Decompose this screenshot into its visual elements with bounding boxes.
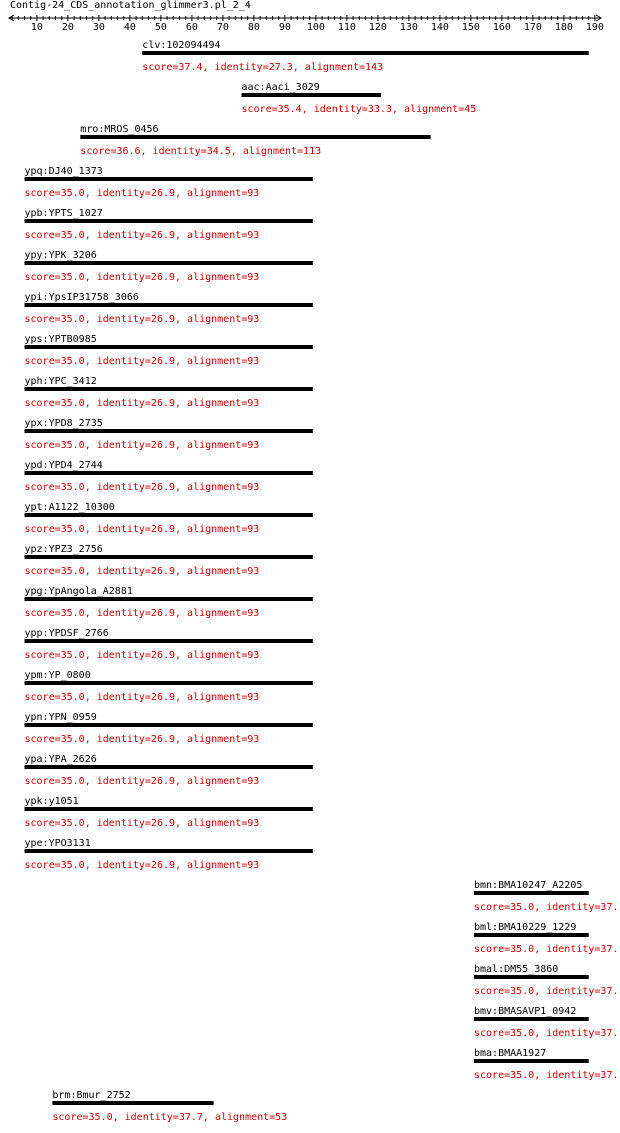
hit-label: ypk:y1051 bbox=[24, 796, 79, 807]
hit-label: ype:YPO3131 bbox=[24, 838, 91, 849]
hit-score: score=35.0, identity=26.9, alignment=93 bbox=[24, 314, 260, 325]
ruler-tick-label: 20 bbox=[61, 22, 74, 33]
hit-score: score=35.0, identity=37.7, alignment=53 bbox=[52, 1112, 288, 1123]
hit-score: score=35.0, identity=37. bbox=[474, 1070, 619, 1081]
hit-label: bmv:BMASAVP1_0942 bbox=[474, 1006, 577, 1017]
hit-bar bbox=[25, 345, 313, 349]
hit-bar bbox=[25, 513, 313, 517]
ruler-tick-label: 40 bbox=[123, 22, 136, 33]
hit-score: score=35.4, identity=33.3, alignment=45 bbox=[241, 104, 477, 115]
hit-bar bbox=[25, 471, 313, 475]
hit-score: score=35.0, identity=37. bbox=[474, 986, 619, 997]
hit-bar bbox=[25, 219, 313, 223]
hit-bar bbox=[25, 765, 313, 769]
hit-bar bbox=[25, 177, 313, 181]
hit-score: score=37.4, identity=27.3, alignment=143 bbox=[142, 62, 384, 73]
hit-bar bbox=[474, 1017, 589, 1021]
hit-score: score=35.0, identity=26.9, alignment=93 bbox=[24, 818, 260, 829]
hit-score: score=35.0, identity=26.9, alignment=93 bbox=[24, 398, 260, 409]
diagram-title: Contig-24_CDS_annotation_glimmer3.pl_2_4 bbox=[10, 0, 251, 11]
hit-label: aac:Aaci_3029 bbox=[241, 82, 320, 93]
hit-score: score=36.6, identity=34.5, alignment=113 bbox=[80, 146, 322, 157]
ruler-tick-label: 30 bbox=[92, 22, 105, 33]
ruler-tick-label: 100 bbox=[306, 22, 325, 33]
hit-bar bbox=[52, 1101, 213, 1105]
hit-label: ypx:YPD8_2735 bbox=[24, 418, 103, 429]
hit-score: score=35.0, identity=26.9, alignment=93 bbox=[24, 650, 260, 661]
hit-bar bbox=[242, 93, 382, 97]
hit-label: ypa:YPA_2626 bbox=[24, 754, 97, 765]
hit-score: score=35.0, identity=26.9, alignment=93 bbox=[24, 566, 260, 577]
hit-label: ypb:YPTS_1027 bbox=[24, 208, 103, 219]
ruler-tick-label: 50 bbox=[154, 22, 167, 33]
ruler-tick-label: 120 bbox=[368, 22, 387, 33]
hit-score: score=35.0, identity=26.9, alignment=93 bbox=[24, 230, 260, 241]
hit-label: mro:MROS_0456 bbox=[80, 124, 159, 135]
hit-bar bbox=[80, 135, 430, 139]
hit-score: score=35.0, identity=37. bbox=[474, 902, 619, 913]
hit-score: score=35.0, identity=26.9, alignment=93 bbox=[24, 692, 260, 703]
hit-label: bma:BMAA1927 bbox=[474, 1048, 547, 1059]
hit-label: yph:YPC_3412 bbox=[24, 376, 97, 387]
hit-score: score=35.0, identity=26.9, alignment=93 bbox=[24, 524, 260, 535]
hit-score: score=35.0, identity=26.9, alignment=93 bbox=[24, 272, 260, 283]
hit-bar bbox=[142, 51, 588, 55]
ruler-tick-label: 90 bbox=[278, 22, 291, 33]
hit-bar bbox=[25, 723, 313, 727]
ruler-tick-label: 170 bbox=[523, 22, 542, 33]
hit-bar bbox=[25, 429, 313, 433]
ruler-tick-label: 190 bbox=[585, 22, 604, 33]
hit-bar bbox=[25, 681, 313, 685]
ruler-tick-label: 70 bbox=[216, 22, 229, 33]
ruler-tick-label: 180 bbox=[554, 22, 573, 33]
hit-label: ypm:YP_0800 bbox=[24, 670, 91, 681]
hit-bar bbox=[474, 891, 589, 895]
hit-label: ypg:YpAngola_A2881 bbox=[24, 586, 133, 597]
hit-score: score=35.0, identity=26.9, alignment=93 bbox=[24, 734, 260, 745]
hit-bar bbox=[25, 849, 313, 853]
hit-score: score=35.0, identity=26.9, alignment=93 bbox=[24, 608, 260, 619]
hit-label: ypy:YPK_3206 bbox=[24, 250, 97, 261]
hit-label: clv:102094494 bbox=[142, 40, 221, 51]
ruler-tick-label: 10 bbox=[30, 22, 43, 33]
hit-score: score=35.0, identity=37. bbox=[474, 1028, 619, 1039]
ruler-tick-label: 150 bbox=[461, 22, 480, 33]
ruler-tick-label: 110 bbox=[337, 22, 356, 33]
hit-label: ypq:DJ40_1373 bbox=[24, 166, 103, 177]
hit-label: ypd:YPD4_2744 bbox=[24, 460, 103, 471]
hit-bar bbox=[25, 387, 313, 391]
ruler-tick-label: 60 bbox=[185, 22, 198, 33]
hit-bar bbox=[25, 261, 313, 265]
hit-bar bbox=[25, 639, 313, 643]
hit-label: ypz:YPZ3_2756 bbox=[24, 544, 103, 555]
hit-score: score=35.0, identity=26.9, alignment=93 bbox=[24, 440, 260, 451]
hit-bar bbox=[25, 597, 313, 601]
hit-bar bbox=[25, 555, 313, 559]
hit-label: brm:Bmur_2752 bbox=[52, 1090, 131, 1101]
hit-label: bml:BMA10229_1229 bbox=[474, 922, 577, 933]
hit-score: score=35.0, identity=26.9, alignment=93 bbox=[24, 482, 260, 493]
hit-score: score=35.0, identity=26.9, alignment=93 bbox=[24, 860, 260, 871]
hit-bar bbox=[474, 1059, 589, 1063]
hit-bar bbox=[474, 975, 589, 979]
hit-score: score=35.0, identity=26.9, alignment=93 bbox=[24, 188, 260, 199]
hit-bar bbox=[474, 933, 589, 937]
hit-bar bbox=[25, 807, 313, 811]
hit-score: score=35.0, identity=26.9, alignment=93 bbox=[24, 356, 260, 367]
ruler-tick-label: 160 bbox=[492, 22, 511, 33]
ruler-tick-label: 130 bbox=[399, 22, 418, 33]
hit-score: score=35.0, identity=37. bbox=[474, 944, 619, 955]
hit-score: score=35.0, identity=26.9, alignment=93 bbox=[24, 776, 260, 787]
hit-label: ypt:A1122_10300 bbox=[24, 502, 115, 513]
ruler-tick-label: 140 bbox=[430, 22, 449, 33]
hit-label: yps:YPTB0985 bbox=[24, 334, 97, 345]
hit-label: bmn:BMA10247_A2205 bbox=[474, 880, 583, 891]
ruler-tick-label: 80 bbox=[247, 22, 260, 33]
hit-label: ypn:YPN_0959 bbox=[24, 712, 97, 723]
hit-label: ypi:YpsIP31758_3066 bbox=[24, 292, 139, 303]
hit-label: bmal:DM55_3860 bbox=[474, 964, 559, 975]
hit-bar bbox=[25, 303, 313, 307]
hit-label: ypp:YPDSF_2766 bbox=[24, 628, 109, 639]
